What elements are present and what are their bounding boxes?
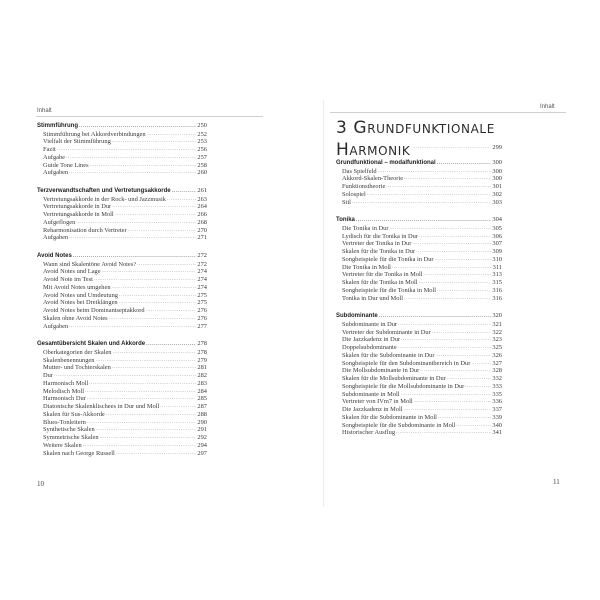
chapter-page: 299 [492,144,502,151]
toc-section-heading[interactable]: Stimmführung ..... 250 [37,122,207,131]
toc-entry[interactable]: Skalen für die Mollsubdominante in Dur ..... 332 [336,375,502,383]
leader-dots [386,183,491,191]
leader-dots [109,315,197,323]
running-head-left: Inhalt [37,108,52,114]
toc-section-heading[interactable]: Tonika ..... 304 [336,216,502,225]
leader-dots [414,398,492,406]
toc-entry[interactable]: Aufgabe ..... 257 [37,154,207,162]
toc-entry[interactable]: Fazit ..... 256 [37,146,207,154]
leader-dots [106,411,197,419]
leader-dots [116,450,197,458]
toc-entry[interactable]: Songbeispiele für den Subdominantbereich in Dur ..... 327 [336,360,502,368]
leader-dots [437,287,491,295]
leader-dots [412,138,491,157]
leader-dots [69,234,196,242]
toc-entry[interactable]: Skalen ohne Avoid Notes ..... 276 [37,315,207,323]
toc-entry[interactable]: Vertreter für die Tonika in Moll ..... 313 [336,271,502,279]
toc-entry[interactable]: Aufgaben ..... 271 [37,234,207,242]
toc-entry[interactable]: Vertreter von IVm7 in Moll ..... 336 [336,398,502,406]
toc-section [37,340,207,457]
leader-dots [424,271,492,279]
toc-entry[interactable]: Songbeispiele für die Mollsubdominante in Dur ..... 333 [336,383,502,391]
toc-entry[interactable]: Melodisch Moll ..... 284 [37,388,207,396]
toc-entry[interactable]: Avoid Note im Test ..... 274 [37,276,207,284]
leader-dots [378,168,492,176]
leader-dots [66,154,196,162]
leader-dots [112,284,197,292]
toc-entry[interactable]: Avoid Notes und Lage ..... 274 [37,268,207,276]
leader-dots [379,312,492,321]
leader-dots [167,196,196,204]
toc-entry[interactable]: Die Jazzkadenz in Dur ..... 323 [336,336,502,344]
leader-dots [73,252,197,261]
toc-section-heading[interactable]: Terzverwandtschaften und Vertretungsakkorde ..... 261 [37,187,207,196]
toc-entry[interactable]: Funktionstheorie ..... 301 [336,183,502,191]
toc-entry[interactable]: Solospiel ..... 302 [336,191,502,199]
leader-dots [404,295,491,303]
toc-entry[interactable]: Skalen für die Subdominante in Dur ..... 326 [336,352,502,360]
leader-dots [401,336,491,344]
toc-entry[interactable]: Doppelsubdominante ..... 325 [336,344,502,352]
leader-dots [435,352,491,360]
toc-entry[interactable]: Skalen für die Tonika in Moll ..... 315 [336,279,502,287]
toc-entry[interactable]: Skalen für die Tonika in Dur ..... 309 [336,248,502,256]
leader-dots [115,211,197,219]
leader-dots [146,340,196,349]
leader-dots [401,391,492,399]
toc-entry[interactable]: Stil ..... 303 [336,199,502,207]
toc-entry[interactable]: Mit Avoid Notes umgehen ..... 274 [37,284,207,292]
leader-dots [128,227,197,235]
leader-dots [69,323,196,331]
toc-entry[interactable]: Mutter- und Tochterskalen ..... 281 [37,364,207,372]
toc-entry[interactable]: Vielfalt der Stimmführung ..... 253 [37,138,207,146]
leader-dots [420,367,491,375]
toc-entry[interactable]: Symmetrische Skalen ..... 292 [37,434,207,442]
leader-dots [147,131,197,139]
toc-entry[interactable]: Songbeispiele für die Tonika in Moll ..... 316 [336,287,502,295]
leader-dots [160,403,196,411]
running-head-right: Inhalt [540,104,555,110]
toc-section-heading[interactable]: Subdominante ..... 320 [336,312,502,321]
leader-dots [100,434,197,442]
leader-dots [113,349,197,357]
toc-section [37,187,207,242]
toc-entry[interactable]: Harmonisch Dur ..... 285 [37,395,207,403]
toc-entry[interactable]: Die Tonika in Moll ..... 311 [336,264,502,272]
toc-entry[interactable]: Skalen für Sus-Akkorde ..... 288 [37,411,207,419]
leader-dots [404,406,492,414]
toc-entry[interactable]: Vertreter der Subdominante in Dur ..... 322 [336,329,502,337]
header-rule-left [36,116,263,117]
leader-dots [396,429,491,437]
toc-entry[interactable]: Blues-Tonleitern ..... 290 [37,419,207,427]
leader-dots [76,219,196,227]
toc-entry[interactable]: Vertretungsakkorde in Dur ..... 264 [37,203,207,211]
toc-entry[interactable]: Historischer Ausflug ..... 341 [336,429,502,437]
header-rule-right [330,112,566,113]
toc-section [336,216,502,302]
toc-section-heading[interactable]: Avoid Notes ..... 272 [37,252,207,261]
toc-entry[interactable]: Skalen nach George Russell ..... 297 [37,450,207,458]
toc-entry[interactable]: Dur ..... 282 [37,372,207,380]
chapter-title-line1: 3 Grundfunktionale [336,118,495,138]
toc-entry[interactable]: Vertretungsakkorde in Moll ..... 266 [37,211,207,219]
page-number-left: 10 [37,480,44,488]
leader-dots [419,233,491,241]
toc-section [37,252,207,330]
chapter-title-row[interactable] [336,138,502,160]
leader-dots [137,261,196,269]
toc-entry[interactable]: Reharmonisation durch Vertreter ..... 270 [37,227,207,235]
toc-entry[interactable]: Stimmführung bei Akkordverbindungen ..... 252 [37,131,207,139]
toc-entry[interactable]: Lydisch für die Tonika in Dur ..... 306 [336,233,502,241]
toc-section [336,159,502,206]
leader-dots [352,199,492,207]
leader-dots [57,146,197,154]
leader-dots [398,344,492,352]
toc-entry[interactable]: Das Spielfeld ..... 300 [336,168,502,176]
leader-dots [456,422,491,430]
toc-entry[interactable]: Tonika in Dur und Moll ..... 316 [336,295,502,303]
leader-dots [89,380,196,388]
right-page [300,0,600,600]
toc-entry[interactable]: Die Tonika in Dur ..... 305 [336,225,502,233]
leader-dots [419,279,492,287]
leader-dots [119,299,197,307]
leader-dots [465,383,491,391]
leader-dots [69,169,196,177]
toc-section-heading[interactable]: Gesamtübersicht Skalen und Akkorde ..... 278 [37,340,207,349]
toc-entry[interactable]: Subdominante in Dur ..... 321 [336,321,502,329]
leader-dots [87,419,197,427]
toc-section-heading[interactable]: Grundfunktional – modalfunktional ..... 300 [336,159,502,168]
toc-entry[interactable]: Songbeispiele für die Subdominante in Moll ..... 340 [336,422,502,430]
leader-dots [437,159,492,168]
toc-entry[interactable]: Aufgaben ..... 277 [37,323,207,331]
toc-entry[interactable]: Harmonisch Moll ..... 283 [37,380,207,388]
toc-entry[interactable]: Aufgeflogen ..... 268 [37,219,207,227]
chapter-title-line2: Harmonik [336,140,411,160]
leader-dots [412,240,491,248]
toc-entry[interactable]: Avoid Notes beim Dominantseptakkord ..... 276 [37,307,207,315]
toc-section [336,312,502,437]
toc-left [37,122,207,467]
leader-dots [398,321,491,329]
toc-entry[interactable]: Songbeispiele für die Tonika in Dur ..... 310 [336,256,502,264]
toc-right [336,159,502,447]
leader-dots [471,360,491,368]
leader-dots [438,414,491,422]
toc-entry[interactable]: Synthetische Skalen ..... 291 [37,426,207,434]
leader-dots [119,292,196,300]
leader-dots [87,395,197,403]
toc-entry[interactable]: Die Jazzkadenz in Moll ..... 337 [336,406,502,414]
leader-dots [112,364,197,372]
toc-section [37,122,207,177]
leader-dots [389,225,491,233]
leader-dots [432,329,492,337]
toc-entry[interactable]: Diatonische Skalenklischees in Dur und Moll ..... 287 [37,403,207,411]
leader-dots [95,357,196,365]
leader-dots [112,203,196,211]
leader-dots [367,191,492,199]
leader-dots [85,388,196,396]
leader-dots [404,175,491,183]
leader-dots [112,138,197,146]
leader-dots [172,187,197,196]
leader-dots [416,248,491,256]
toc-entry[interactable]: Oberkategorien der Skalen ..... 278 [37,349,207,357]
leader-dots [54,372,196,380]
leader-dots [79,122,196,131]
toc-entry[interactable]: Aufgaben ..... 260 [37,169,207,177]
leader-dots [102,268,197,276]
toc-entry[interactable]: Subdominante in Moll ..... 335 [336,391,502,399]
leader-dots [447,375,492,383]
page-number-right: 11 [553,478,560,486]
leader-dots [83,442,197,450]
toc-entry[interactable]: Vertreter der Tonika in Dur ..... 307 [336,240,502,248]
toc-entry[interactable]: Die Mollsubdominante in Dur ..... 328 [336,367,502,375]
toc-entry[interactable]: Wann sind Skalentöne Avoid Notes? ..... 272 [37,261,207,269]
leader-dots [96,426,197,434]
chapter-title [336,119,502,160]
toc-entry[interactable]: Skalen für die Subdominante in Moll ..... 339 [336,414,502,422]
toc-entry[interactable]: Avoid Notes bei Dreiklängen ..... 275 [37,299,207,307]
leader-dots [392,264,492,272]
leader-dots [90,162,197,170]
toc-entry[interactable]: Skalenbenennungen ..... 279 [37,357,207,365]
toc-entry[interactable]: Avoid Notes und Umdeutung ..... 275 [37,292,207,300]
toc-entry[interactable]: Vertretungsakkorde in der Rock- und Jazzmusik ..... 263 [37,196,207,204]
leader-dots [435,256,492,264]
toc-entry[interactable]: Weitere Skalen ..... 294 [37,442,207,450]
leader-dots [94,276,197,284]
leader-dots [356,216,492,225]
leader-dots [146,307,197,315]
toc-entry[interactable]: Guide Tone Lines ..... 258 [37,162,207,170]
toc-entry[interactable]: Akkord-Skalen-Theorie ..... 300 [336,175,502,183]
